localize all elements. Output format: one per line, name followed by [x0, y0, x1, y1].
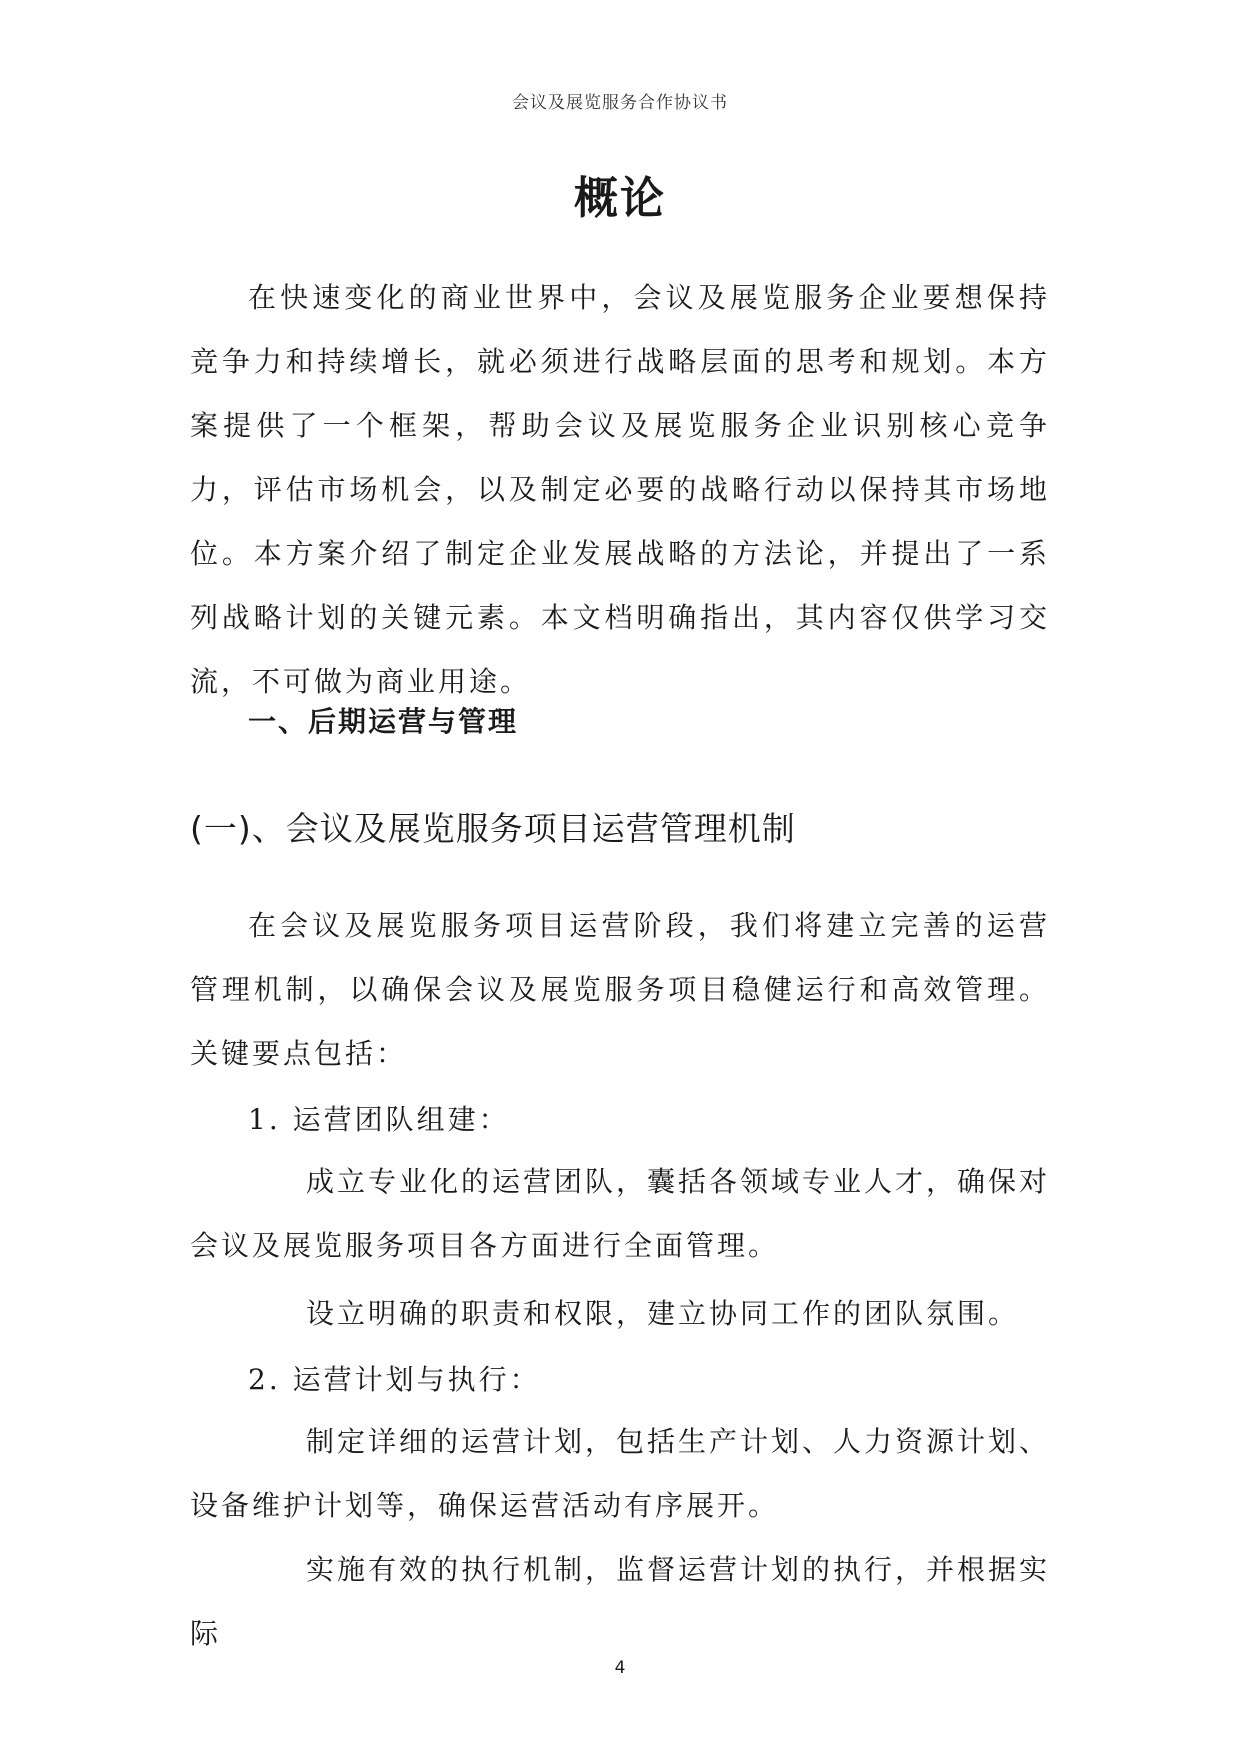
mechanism-paragraph: 在会议及展览服务项目运营阶段，我们将建立完善的运营管理机制，以确保会议及展览服务项目稳健运行和高效管理。关键要点包括： [190, 909, 1050, 1070]
subsection-heading: (一)、会议及展览服务项目运营管理机制 [190, 809, 796, 848]
team-paragraph-1: 成立专业化的运营团队，囊括各领域专业人才，确保对会议及展览服务项目各方面进行全面管理。 [190, 1165, 1051, 1262]
intro-paragraph: 在快速变化的商业世界中，会议及展览服务企业要想保持竞争力和持续增长，就必须进行战略层面的思考和规划。本方案提供了一个框架，帮助会议及展览服务企业识别核心竞争力，评估市场机会，以及制定必要的战略行动以保持其市场地位。本方案介绍了制定企业发展战略的方法论，并提出了一系列战略计划的关键元素。本文档明确指出，其内容仅供学习交流，不可做为商业用途。 [190, 281, 1050, 698]
page-title: 概论 [574, 173, 666, 224]
plan-paragraph-2: 实施有效的执行机制，监督运营计划的执行，并根据实际 [190, 1553, 1051, 1650]
team-paragraph-2: 设立明确的职责和权限，建立协同工作的团队氛围。 [306, 1297, 1020, 1330]
list-item-plan: 2. 运营计划与执行： [248, 1363, 541, 1396]
page-number: 4 [614, 1658, 626, 1678]
section-heading: 一、后期运营与管理 [248, 705, 519, 738]
plan-paragraph-1: 制定详细的运营计划，包括生产计划、人力资源计划、设备维护计划等，确保运营活动有序展开。 [190, 1425, 1051, 1522]
list-item-team: 1. 运营团队组建： [248, 1103, 510, 1136]
running-header: 会议及展览服务合作协议书 [512, 93, 728, 113]
